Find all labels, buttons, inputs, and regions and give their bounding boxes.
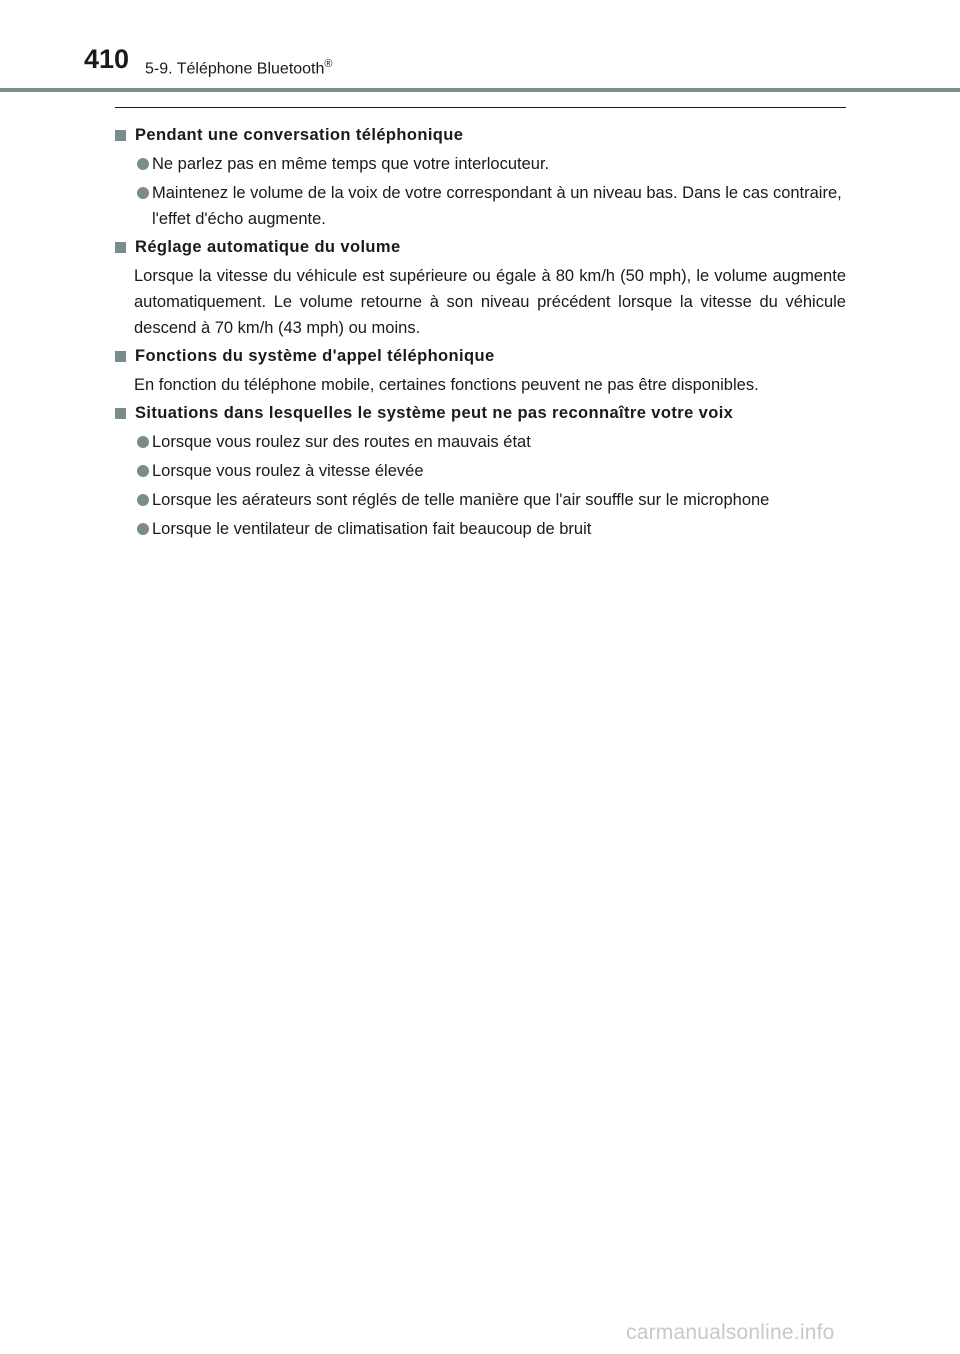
- circle-bullet-icon: [137, 494, 149, 506]
- square-bullet-icon: [115, 351, 126, 362]
- content-rule: [115, 107, 846, 108]
- section-paragraph: Lorsque la vitesse du véhicule est supérieure ou égale à 80 km/h (50 mph), le volume augmente automatiquement. Le volume retourne à son niveau précédent lorsque la vitesse du véhicule descend à 70 km/h (43 mph) ou moins.: [134, 267, 846, 337]
- list-item: Lorsque vous roulez sur des routes en mauvais état: [115, 429, 846, 455]
- list-item: Lorsque vous roulez à vitesse élevée: [115, 458, 846, 484]
- circle-bullet-icon: [137, 158, 149, 170]
- square-bullet-icon: [115, 242, 126, 253]
- page-header: [0, 0, 960, 92]
- list-item: Lorsque les aérateurs sont réglés de telle manière que l'air souffle sur le microphone: [115, 487, 846, 513]
- registered-mark: ®: [324, 58, 333, 70]
- section-voice-recognition: [115, 400, 846, 542]
- circle-bullet-icon: [137, 436, 149, 448]
- section-auto-volume: [115, 234, 846, 341]
- section-heading: Pendant une conversation téléphonique: [115, 122, 846, 148]
- square-bullet-icon: [115, 408, 126, 419]
- circle-bullet-icon: [137, 523, 149, 535]
- section-heading: Réglage automatique du volume: [115, 234, 846, 260]
- page-content: [115, 120, 846, 544]
- section-heading: Situations dans lesquelles le système peut ne pas reconnaître votre voix: [115, 400, 846, 426]
- circle-bullet-icon: [137, 187, 149, 199]
- section-conversation: [115, 122, 846, 232]
- section-paragraph: En fonction du téléphone mobile, certaines fonctions peuvent ne pas être disponibles.: [134, 376, 759, 394]
- page-number: 410: [84, 44, 130, 74]
- section-title-text: 5-9. Téléphone Bluetooth: [145, 60, 325, 78]
- list-item: Maintenez le volume de la voix de votre correspondant à un niveau bas. Dans le cas contraire, l'effet d'écho augmente.: [115, 180, 846, 232]
- section-call-functions: [115, 343, 846, 398]
- section-title: [145, 58, 333, 78]
- list-item: Lorsque le ventilateur de climatisation fait beaucoup de bruit: [115, 516, 846, 542]
- circle-bullet-icon: [137, 465, 149, 477]
- section-heading: Fonctions du système d'appel téléphonique: [115, 343, 846, 369]
- list-item: Ne parlez pas en même temps que votre interlocuteur.: [115, 151, 846, 177]
- header-rule: [0, 88, 960, 92]
- watermark: carmanualsonline.info: [626, 1321, 835, 1344]
- square-bullet-icon: [115, 130, 126, 141]
